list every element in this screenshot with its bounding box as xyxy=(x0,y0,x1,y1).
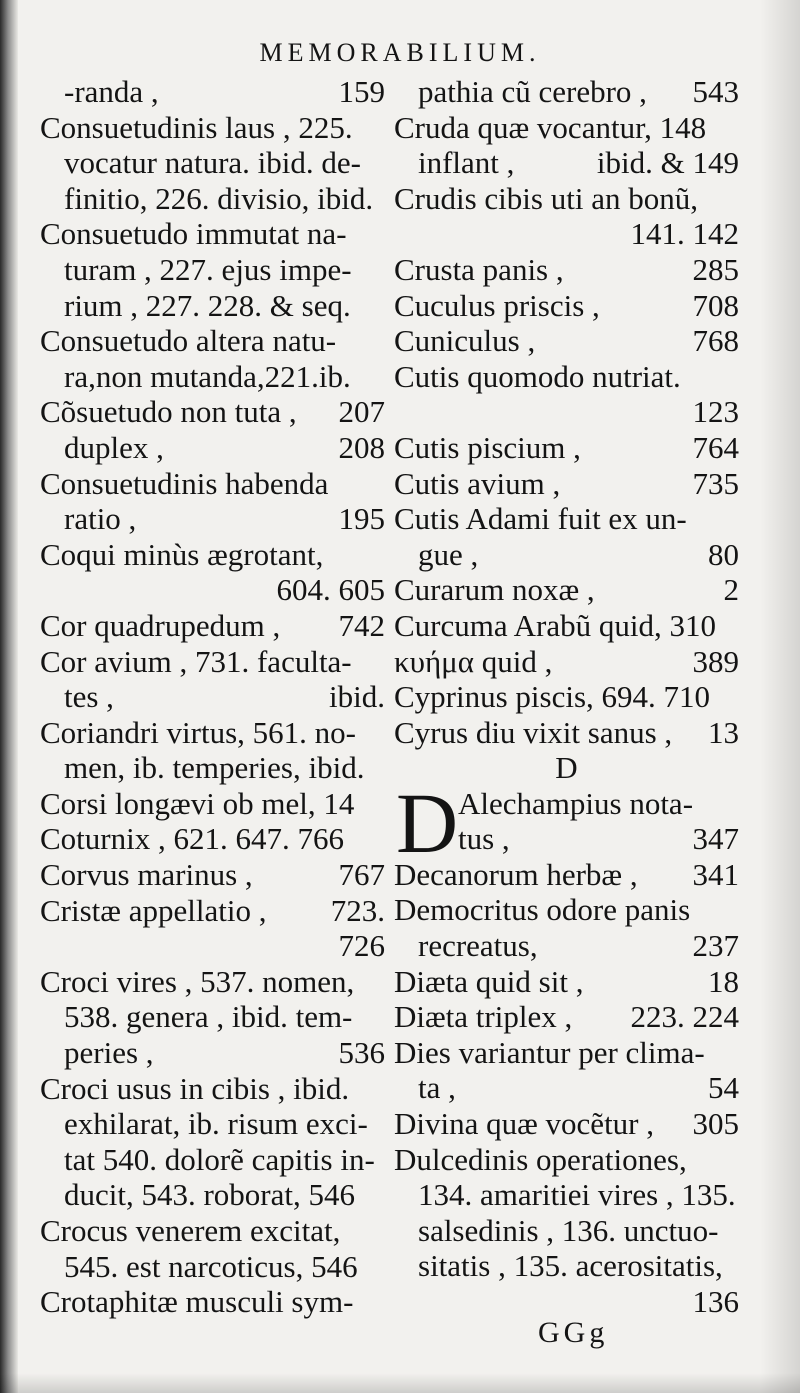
index-entry xyxy=(40,715,385,751)
entry-page-number: 2 xyxy=(723,572,739,608)
entry-page-number: 764 xyxy=(692,429,739,465)
index-entry xyxy=(394,1284,739,1320)
index-entry xyxy=(40,110,385,146)
entry-text: 134. amaritiei vires , 135. xyxy=(418,1177,736,1213)
index-entry xyxy=(394,216,739,252)
index-entry xyxy=(40,679,385,715)
entry-page-number: 735 xyxy=(692,465,739,501)
entry-page-number: 13 xyxy=(708,714,739,750)
index-entry xyxy=(40,216,385,252)
index-entry xyxy=(394,74,739,110)
index-entry xyxy=(40,181,385,217)
index-entry xyxy=(40,786,385,822)
entry-text: peries , xyxy=(64,1035,154,1071)
entry-text: Corvus marinus , xyxy=(40,857,253,893)
entry-page-number: 767 xyxy=(338,857,385,893)
running-head: MEMORABILIUM. xyxy=(259,38,541,67)
index-entry xyxy=(394,964,739,1000)
entry-text: Dulcedinis operationes, xyxy=(394,1141,687,1177)
entry-text: Crocus venerem excitat, xyxy=(40,1213,341,1248)
entry-text: Croci usus in cibis , ibid. xyxy=(40,1070,350,1106)
index-entry xyxy=(40,74,385,110)
entry-page-number: 708 xyxy=(692,287,739,323)
index-entry xyxy=(394,644,739,680)
entry-page-number: 726 xyxy=(338,928,385,964)
entry-text: Consuetudinis laus , 225. xyxy=(40,109,353,145)
entry-text: Curcuma Arabũ quid, 310 xyxy=(394,607,717,643)
index-entry xyxy=(40,359,385,395)
entry-text: Coqui minùs ægrotant, xyxy=(40,536,324,572)
entry-text: sitatis , 135. acerositatis, xyxy=(418,1248,723,1284)
index-entry xyxy=(394,679,739,715)
entry-text: Consuetudinis habenda xyxy=(40,465,329,501)
index-entry xyxy=(394,430,739,466)
index-entry xyxy=(40,1035,385,1071)
entry-text: Democritus odore panis xyxy=(394,892,691,928)
index-entry xyxy=(40,1249,385,1285)
index-entry xyxy=(40,821,385,857)
entry-page-number: 195 xyxy=(338,501,385,537)
index-entry xyxy=(394,501,739,537)
entry-text: Cutis Adami fuit ex un- xyxy=(394,501,687,537)
index-entry xyxy=(394,181,739,217)
entry-page-number: 123 xyxy=(692,394,739,430)
index-entry xyxy=(40,466,385,502)
dropcap-initial: D xyxy=(396,774,459,871)
entry-text: Cutis avium , xyxy=(394,465,561,501)
index-entry xyxy=(40,252,385,288)
entry-text: gue , xyxy=(418,536,479,572)
entry-page-number: 347 xyxy=(692,821,739,857)
entry-page-number: 207 xyxy=(338,394,385,430)
index-entry xyxy=(458,821,739,857)
catchword: GGg xyxy=(538,1316,609,1349)
entry-page-number: 742 xyxy=(338,607,385,643)
index-entry xyxy=(40,323,385,359)
right-column xyxy=(394,74,739,1320)
index-entry xyxy=(40,608,385,644)
index-entry xyxy=(40,928,385,964)
index-entry xyxy=(40,394,385,430)
entry-text: Cruda quæ vocantur, 148 xyxy=(394,109,707,145)
index-entry xyxy=(394,572,739,608)
index-entry xyxy=(394,252,739,288)
entry-page-number: 285 xyxy=(692,251,739,287)
right-column-entries-after xyxy=(394,857,739,1320)
entry-text: Cor quadrupedum , xyxy=(40,607,281,643)
index-entry xyxy=(40,644,385,680)
index-entry xyxy=(40,501,385,537)
index-entry xyxy=(394,1248,739,1284)
index-entry xyxy=(394,892,739,928)
entry-text: Diæta quid sit , xyxy=(394,963,584,999)
index-entry xyxy=(40,964,385,1000)
left-column xyxy=(40,74,385,1320)
entry-text: Dies variantur per clima- xyxy=(394,1034,705,1070)
entry-text: ta , xyxy=(418,1070,456,1106)
index-entry xyxy=(394,1142,739,1178)
index-entry xyxy=(40,1142,385,1178)
entry-text: Cyrus diu vixit sanus , xyxy=(394,714,673,750)
entry-text: Crusta panis , xyxy=(394,251,564,287)
entry-text: Cutis quomodo nutriat. xyxy=(394,358,681,394)
entry-text: Cuculus priscis , xyxy=(394,287,600,323)
entry-text: Corsi longævi ob mel, 14 xyxy=(40,785,355,821)
index-entry xyxy=(394,1177,739,1213)
entry-page-number: ibid. xyxy=(329,679,385,715)
entry-text: Divina quæ vocẽtur , xyxy=(394,1106,655,1142)
index-entry xyxy=(394,1106,739,1142)
entry-page-number: 768 xyxy=(692,323,739,359)
index-entry xyxy=(394,145,739,181)
index-entry xyxy=(394,928,739,964)
entry-text: exhilarat, ib. risum exci- xyxy=(64,1106,368,1142)
entry-text: Cristæ appellatio , xyxy=(40,892,267,928)
index-entry xyxy=(394,359,739,395)
entry-text: Coturnix , 621. 647. 766 xyxy=(40,821,344,857)
index-entry xyxy=(40,999,385,1035)
page-right-shading xyxy=(760,0,800,1393)
page-edge-shadow xyxy=(0,0,18,1393)
index-entry xyxy=(40,430,385,466)
entry-page-number: 223. 224 xyxy=(630,999,739,1035)
entry-text: turam , 227. ejus impe- xyxy=(64,251,352,287)
entry-text: tat 540. dolorẽ capitis in- xyxy=(64,1141,375,1177)
index-entry xyxy=(394,323,739,359)
entry-page-number: 389 xyxy=(692,643,739,679)
page-bottom-shading xyxy=(0,1373,800,1393)
entry-text: Consuetudo altera natu- xyxy=(40,323,337,359)
index-entry xyxy=(394,110,739,146)
entry-page-number: 237 xyxy=(692,928,739,964)
entry-text: Consuetudo immutat na- xyxy=(40,216,347,252)
entry-text: ratio , xyxy=(64,501,137,537)
entry-text: recreatus, xyxy=(418,928,538,964)
entry-text: Croci vires , 537. nomen, xyxy=(40,963,355,999)
index-entry xyxy=(394,537,739,573)
entry-text: men, ib. temperies, ibid. xyxy=(64,750,365,786)
section-letter: D xyxy=(555,750,578,786)
entry-page-number: 18 xyxy=(708,963,739,999)
index-entry xyxy=(40,1177,385,1213)
entry-page-number: 208 xyxy=(338,429,385,465)
index-entry xyxy=(394,1070,739,1106)
right-column-entries xyxy=(394,74,739,750)
dropcap-entry xyxy=(394,774,739,871)
entry-page-number: 159 xyxy=(338,74,385,109)
entry-text: Crotaphitæ musculi sym- xyxy=(40,1284,354,1320)
entry-page-number: ibid. & 149 xyxy=(596,145,739,181)
entry-text: rium , 227. 228. & seq. xyxy=(64,287,351,323)
entry-text: pathia cũ cerebro , xyxy=(418,74,647,109)
index-entry xyxy=(40,537,385,573)
entry-page-number: 141. 142 xyxy=(630,216,739,252)
entry-page-number: 54 xyxy=(708,1070,739,1106)
entry-page-number: 604. 605 xyxy=(276,572,385,608)
index-entry xyxy=(40,1106,385,1142)
index-entry xyxy=(40,1071,385,1107)
index-entry xyxy=(394,466,739,502)
index-entry xyxy=(40,145,385,181)
index-entry xyxy=(40,893,385,929)
entry-page-number: 536 xyxy=(338,1035,385,1071)
entry-text: Decanorum herbæ , xyxy=(394,856,638,892)
index-entry xyxy=(458,786,739,822)
entry-text: inflant , xyxy=(418,145,515,181)
index-entry xyxy=(40,288,385,324)
entry-text: salsedinis , 136. unctuo- xyxy=(418,1212,719,1248)
entry-text: duplex , xyxy=(64,429,164,465)
entry-text: κυήμα quid , xyxy=(394,643,553,679)
index-entry xyxy=(40,750,385,786)
entry-text: 545. est narcoticus, 546 xyxy=(64,1248,358,1284)
index-entry xyxy=(394,999,739,1035)
entry-text: Diæta triplex , xyxy=(394,999,573,1035)
index-entry xyxy=(40,1213,385,1249)
entry-text: ra,non mutanda,221.ib. xyxy=(64,358,351,394)
entry-text: vocatur natura. ibid. de- xyxy=(64,145,361,181)
entry-text: Cõsuetudo non tuta , xyxy=(40,394,297,430)
entry-page-number: 80 xyxy=(708,536,739,572)
entry-text: Alechampius nota- xyxy=(458,785,694,821)
entry-text: -randa , xyxy=(64,74,159,109)
entry-text: Cuniculus , xyxy=(394,323,536,359)
entry-page-number: 723. xyxy=(330,892,385,928)
entry-text: Cor avium , 731. faculta- xyxy=(40,643,352,679)
entry-text: Cyprinus piscis, 694. 710 xyxy=(394,679,711,715)
index-entry xyxy=(394,1213,739,1249)
index-entry xyxy=(40,572,385,608)
index-entry xyxy=(394,288,739,324)
entry-text: ducit, 543. roborat, 546 xyxy=(64,1177,356,1213)
entry-page-number: 136 xyxy=(692,1284,739,1319)
entry-text: 538. genera , ibid. tem- xyxy=(64,999,353,1035)
entry-text: tus , xyxy=(458,821,510,857)
entry-text: finitio, 226. divisio, ibid. xyxy=(64,180,374,216)
index-entry xyxy=(40,1284,385,1320)
entry-text: Crudis cibis uti an bonũ, xyxy=(394,180,698,216)
entry-text: Curarum noxæ , xyxy=(394,572,595,608)
index-entry xyxy=(394,608,739,644)
entry-page-number: 305 xyxy=(692,1106,739,1142)
index-entry xyxy=(394,394,739,430)
entry-text: Coriandri virtus, 561. no- xyxy=(40,714,356,750)
entry-text: tes , xyxy=(64,679,114,715)
index-entry xyxy=(394,1035,739,1071)
index-entry xyxy=(394,715,739,751)
entry-page-number: 543 xyxy=(692,74,739,109)
index-entry xyxy=(40,857,385,893)
entry-page-number: 341 xyxy=(692,856,739,892)
entry-text: Cutis piscium , xyxy=(394,429,581,465)
